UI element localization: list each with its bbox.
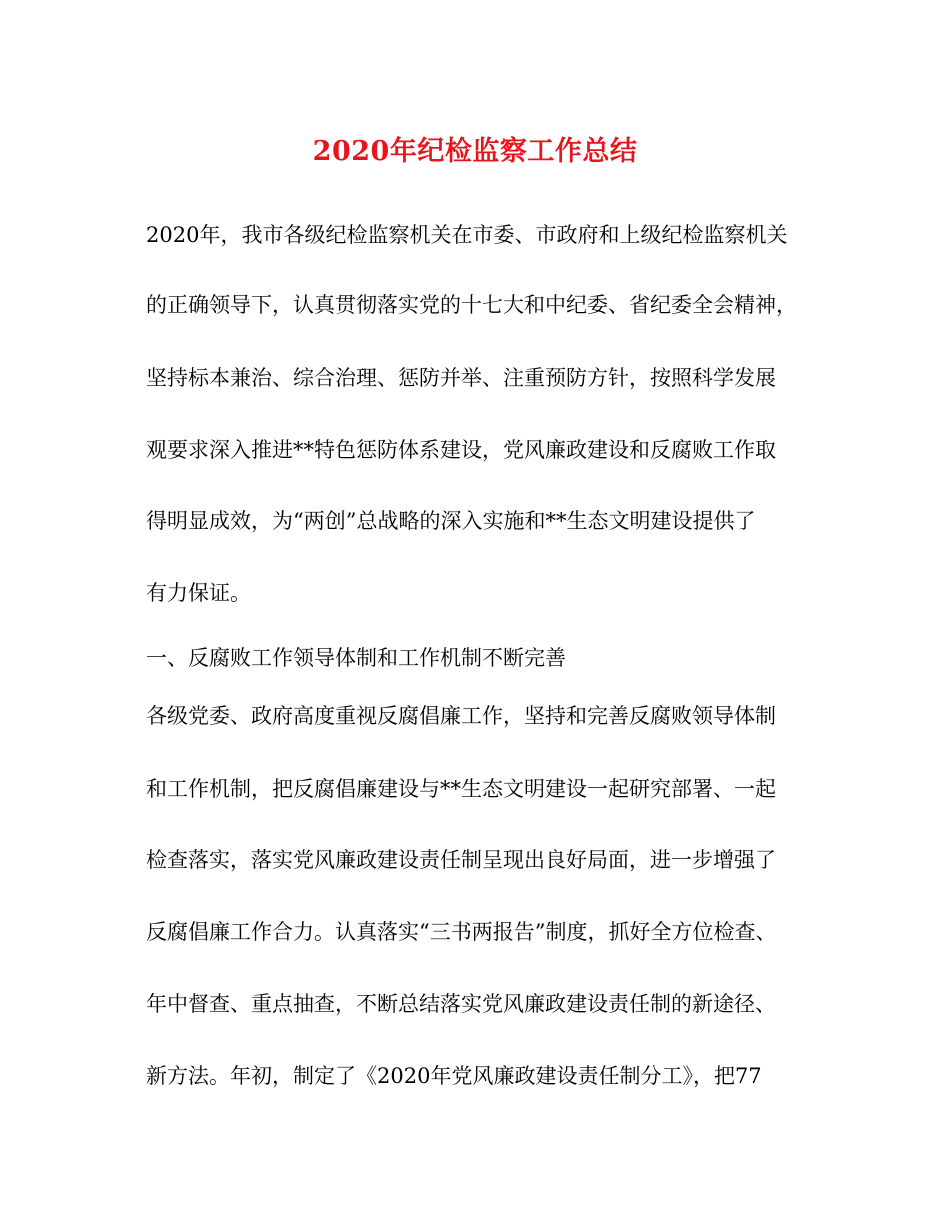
paragraph-2-line-1: 各级党委、政府高度重视反腐倡廉工作，坚持和完善反腐败领导体制	[146, 704, 776, 728]
paragraph-2-line-2: 和工作机制，把反腐倡廉建设与**生态文明建设一起研究部署、一起	[146, 777, 776, 801]
paragraph-1-line-1: 2020年，我市各级纪检监察机关在市委、市政府和上级纪检监察机关	[146, 223, 788, 247]
paragraph-2-line-5: 年中督查、重点抽查，不断总结落实党风廉政建设责任制的新途径、	[146, 992, 776, 1016]
document-title: 2020年纪检监察工作总结	[312, 136, 638, 167]
paragraph-2-line-4: 反腐倡廉工作合力。认真落实“三书两报告”制度，抓好全方位检查、	[146, 920, 777, 944]
paragraph-1-line-4: 观要求深入推进**特色惩防体系建设，党风廉政建设和反腐败工作取	[146, 438, 776, 462]
paragraph-1-line-5: 得明显成效，为“两创”总战略的深入实施和**生态文明建设提供了	[146, 509, 756, 533]
paragraph-2-line-3: 检查落实，落实党风廉政建设责任制呈现出良好局面，进一步增强了	[146, 848, 776, 872]
paragraph-1-line-3: 坚持标本兼治、综合治理、惩防并举、注重预防方针，按照科学发展	[146, 366, 776, 390]
paragraph-2-line-6: 新方法。年初，制定了《2020年党风廉政建设责任制分工》，把77	[146, 1064, 762, 1088]
section-1-heading: 一、反腐败工作领导体制和工作机制不断完善	[146, 646, 566, 670]
paragraph-1-line-2: 的正确领导下，认真贯彻落实党的十七大和中纪委、省纪委全会精神，	[146, 293, 797, 317]
paragraph-1-line-6: 有力保证。	[146, 581, 251, 605]
